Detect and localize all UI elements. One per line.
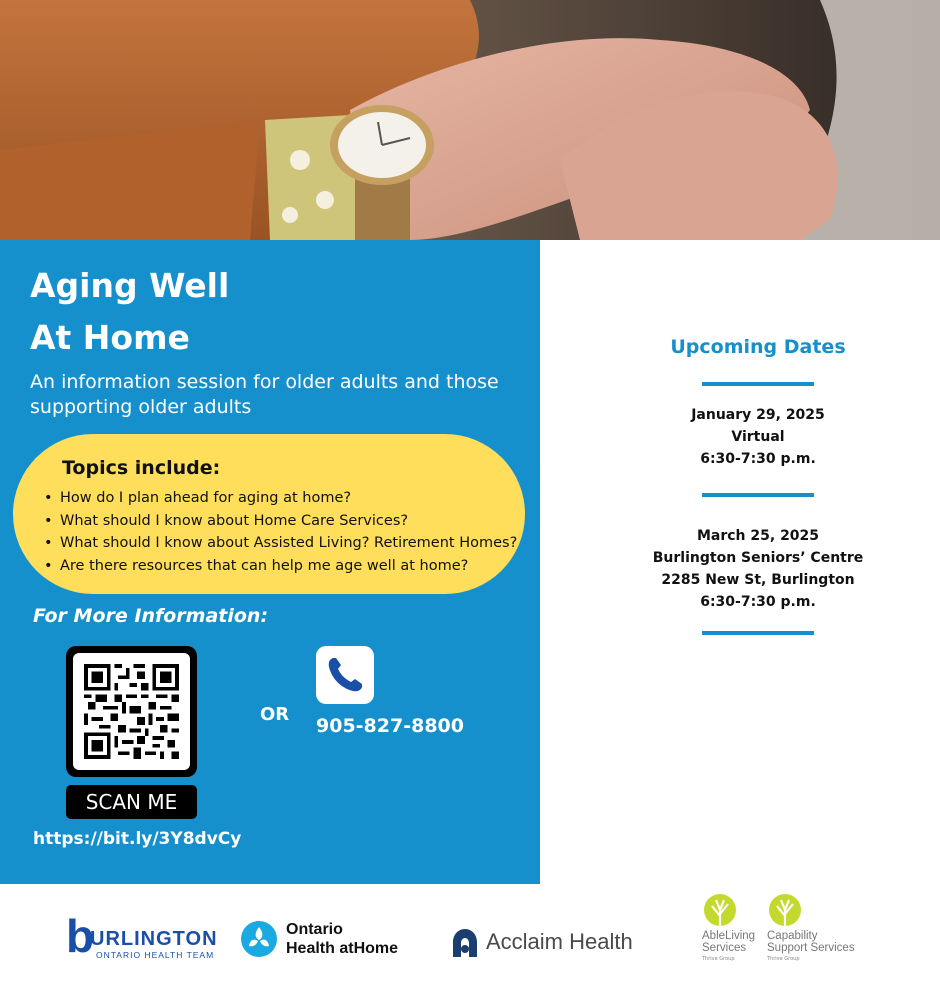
session-1 — [600, 404, 916, 470]
divider — [702, 382, 814, 386]
ontario-health-line1: Ontario — [286, 921, 343, 938]
topics-list — [44, 487, 517, 577]
session-date: January 29, 2025 — [691, 407, 825, 423]
session-address: 2285 New St, Burlington — [661, 572, 855, 588]
info-link[interactable]: https://bit.ly/3Y8dvCy — [33, 829, 242, 849]
topic-item: • How do I plan ahead for aging at home? — [44, 487, 517, 510]
tree-icon — [702, 894, 738, 928]
session-location: Burlington Seniors’ Centre — [652, 550, 864, 566]
subtitle: An information session for older adults and those supporting older adults — [30, 371, 499, 418]
session-time: 6:30-7:30 p.m. — [700, 594, 816, 610]
divider — [702, 493, 814, 497]
tree-icon — [767, 894, 803, 928]
topic-item: • Are there resources that can help me age well at home? — [44, 555, 517, 578]
upcoming-dates — [600, 336, 916, 635]
session-location: Virtual — [731, 429, 785, 445]
or-label: OR — [260, 704, 290, 725]
acclaim-icon — [452, 928, 478, 958]
dates-heading: Upcoming Dates — [670, 336, 846, 358]
hero-photo — [0, 0, 940, 240]
phone-number[interactable]: 905-827-8800 — [316, 715, 464, 737]
partner-logos — [0, 884, 940, 988]
capability-line1: Capability — [767, 930, 818, 942]
session-time: 6:30-7:30 p.m. — [700, 451, 816, 467]
title-line-1: Aging Well — [30, 266, 230, 305]
capability-group: Thrive Group — [767, 956, 800, 962]
ontario-health-line2: Health atHome — [286, 940, 399, 957]
topic-item: • What should I know about Home Care Services? — [44, 510, 517, 533]
burlington-wordmark: URLINGTON — [90, 928, 218, 950]
qr-code[interactable] — [66, 646, 197, 777]
ableliving-group: Thrive Group — [702, 956, 735, 962]
title-line-2: At Home — [30, 318, 190, 357]
qr-code-icon — [84, 664, 179, 759]
topic-item: • What should I know about Assisted Living? Retirement Homes? — [44, 532, 517, 555]
ableliving-line1: AbleLiving — [702, 930, 756, 942]
burlington-subtitle: ONTARIO HEALTH TEAM — [96, 950, 215, 960]
acclaim-wordmark: Acclaim Health — [486, 929, 633, 954]
scan-me-label: SCAN ME — [66, 785, 197, 819]
page-title — [30, 260, 229, 364]
divider — [702, 631, 814, 635]
session-2 — [600, 525, 916, 613]
phone-icon — [316, 646, 374, 704]
more-info-heading: For More Information: — [33, 605, 269, 627]
session-date: March 25, 2025 — [696, 528, 820, 544]
ableliving-line2: Services — [702, 942, 747, 954]
trillium-icon — [240, 920, 278, 958]
burlington-b-mark: b — [66, 910, 95, 962]
topics-heading: Topics include: — [62, 457, 221, 479]
capability-line2: Support Services — [767, 942, 855, 954]
